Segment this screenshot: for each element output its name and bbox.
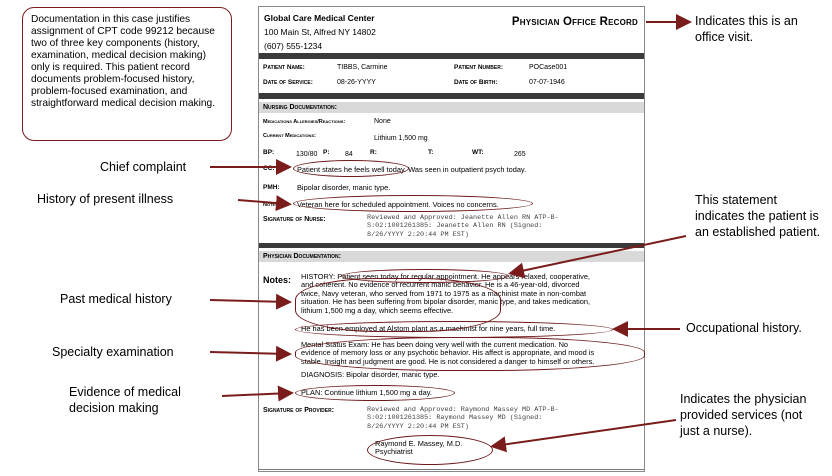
provider-signature: Reviewed and Approved: Raymond Massey MD ATP-B- S:02:1001261385: Raymond Massey MD (Signed: 8/26/YYYY 2:20:44 PM EST) <box>367 406 559 431</box>
date-of-service: 08-26-YYYY <box>337 79 376 86</box>
arrow-past-history <box>210 300 288 302</box>
facility-phone: (607) 555-1234 <box>264 41 323 51</box>
facility-name: Global Care Medical Center <box>264 13 375 23</box>
pulse-value: 84 <box>345 151 353 158</box>
annotation-established-patient: This statement indicates the patient is an established patient. <box>695 193 821 239</box>
arrow-specialty-exam <box>210 352 288 354</box>
nursing-section-header: Nursing Documentation: <box>259 102 644 113</box>
bp-label: BP: <box>263 149 275 156</box>
plan-text: PLAN: Continue lithium 1,500 mg a day. <box>301 388 432 397</box>
pmh-value: Bipolar disorder, manic type. <box>297 183 391 192</box>
patient-number-label: Patient Number: <box>454 64 504 71</box>
history-highlight: Patient seen today for regular appointment. <box>337 272 480 281</box>
dob-label: Date of Birth: <box>454 79 498 86</box>
arrow-decision-making <box>222 393 290 396</box>
provider-name: Raymond E. Massey, M.D. <box>375 439 463 448</box>
history-line-1: He appears relaxed, cooperative, <box>481 272 590 281</box>
arrow-established <box>512 236 686 273</box>
cc-label: CC: <box>263 165 275 172</box>
bp-value: 130/80 <box>296 151 318 158</box>
history-line-4: situation. He has been suffering from bipolar disorder, manic type, and takes medication, <box>301 297 591 307</box>
dos-label: Date of Service: <box>263 79 313 86</box>
arrow-physician <box>494 420 676 446</box>
cc-rest: Was seen in outpatient psych today. <box>408 165 527 174</box>
nurse-signature-label: Signature of Nurse: <box>263 216 326 223</box>
arrow-hpi <box>238 200 288 204</box>
record-title: Physician Office Record <box>511 16 638 28</box>
history-label: HISTORY: <box>301 272 336 281</box>
history-line-5: lithium 1,500 mg a day, which seems effective. <box>301 305 454 315</box>
annotation-chief-complaint: Chief complaint <box>100 160 187 174</box>
provider-title: Psychiatrist <box>375 447 413 457</box>
annotation-specialty-exam: Specialty examination <box>52 345 174 359</box>
current-meds-label: Current Medications: <box>263 133 316 139</box>
provider-signature-label: Signature of Provider: <box>263 407 335 414</box>
physician-section-header: Physician Documentation: <box>259 251 644 262</box>
occupation-text: He has been employed at Alstom plant as a machinist for nine years, full time. <box>301 324 556 333</box>
temp-label: T: <box>428 149 434 156</box>
weight-label: WT: <box>472 149 484 156</box>
annotation-occupational-history: Occupational history. <box>686 321 802 335</box>
facility-address: 100 Main St, Alfred NY 14802 <box>264 27 376 37</box>
allergies-label: Medications Allergies/Reactions: <box>263 119 346 125</box>
allergies-value: None <box>374 118 391 125</box>
patient-name-label: Patient Name: <box>263 64 305 71</box>
history-line-3: twice, Navy veteran, who served from 1971 to 1975 as a machinist mate in non-combat <box>301 288 587 298</box>
annotation-past-medical-history: Past medical history <box>60 292 172 306</box>
pmh-label: PMH: <box>263 184 280 191</box>
pulse-label: P: <box>323 149 330 156</box>
callout-text: Documentation in this case justifies assignment of CPT code 99212 because two of three key components (history, examination, medical decision making) only is required. This patient record documents problem-focused history, problem-focused examination, and straightforward medical decision making. <box>31 14 216 109</box>
physician-notes-label: Notes: <box>263 275 292 285</box>
mse-line-2: evidence of memory loss or any psychotic behavior. His affect is appropriate, and mood is <box>301 348 595 358</box>
annotation-decision-making: Evidence of medical decision making <box>69 385 181 415</box>
diagnosis-text: DIAGNOSIS: Bipolar disorder, manic type. <box>301 370 440 379</box>
nurse-notes-label: Notes: <box>263 202 280 208</box>
cc-highlight: Patient states he feels well today. <box>297 165 407 174</box>
mse-line-3: stable. Insight and judgment are good. He is not considered a danger to himself or others. <box>301 356 595 366</box>
weight-value: 265 <box>514 151 526 158</box>
annotation-physician-services: Indicates the physician provided services (not just a nurse). <box>680 392 807 438</box>
nurse-note: Veteran here for scheduled appointment. Voices no concerns. <box>297 200 499 209</box>
patient-name: TIBBS, Carmine <box>337 64 388 71</box>
mse-line-1: Mental Status Exam: He has been doing very well with the current medication. No <box>301 340 569 349</box>
annotation-office-visit: Indicates this is an office visit. <box>695 14 798 44</box>
resp-label: R: <box>370 149 377 156</box>
date-of-birth: 07-07-1946 <box>529 79 565 86</box>
current-meds-value: Lithium 1,500 mg <box>374 135 428 142</box>
patient-number: POCase001 <box>529 64 568 71</box>
history-line-2: and coherent. No evidence of recurrent manic behavior. He is a 46-year-old, divorced <box>301 280 580 290</box>
nurse-signature: Reviewed and Approved: Jeanette Allen RN ATP-B- S:02:1001261385: Jeanette Allen RN (Signed: 8/26/YYYY 2:20:44 PM EST) <box>367 214 559 239</box>
annotation-hpi: History of present illness <box>37 192 174 206</box>
